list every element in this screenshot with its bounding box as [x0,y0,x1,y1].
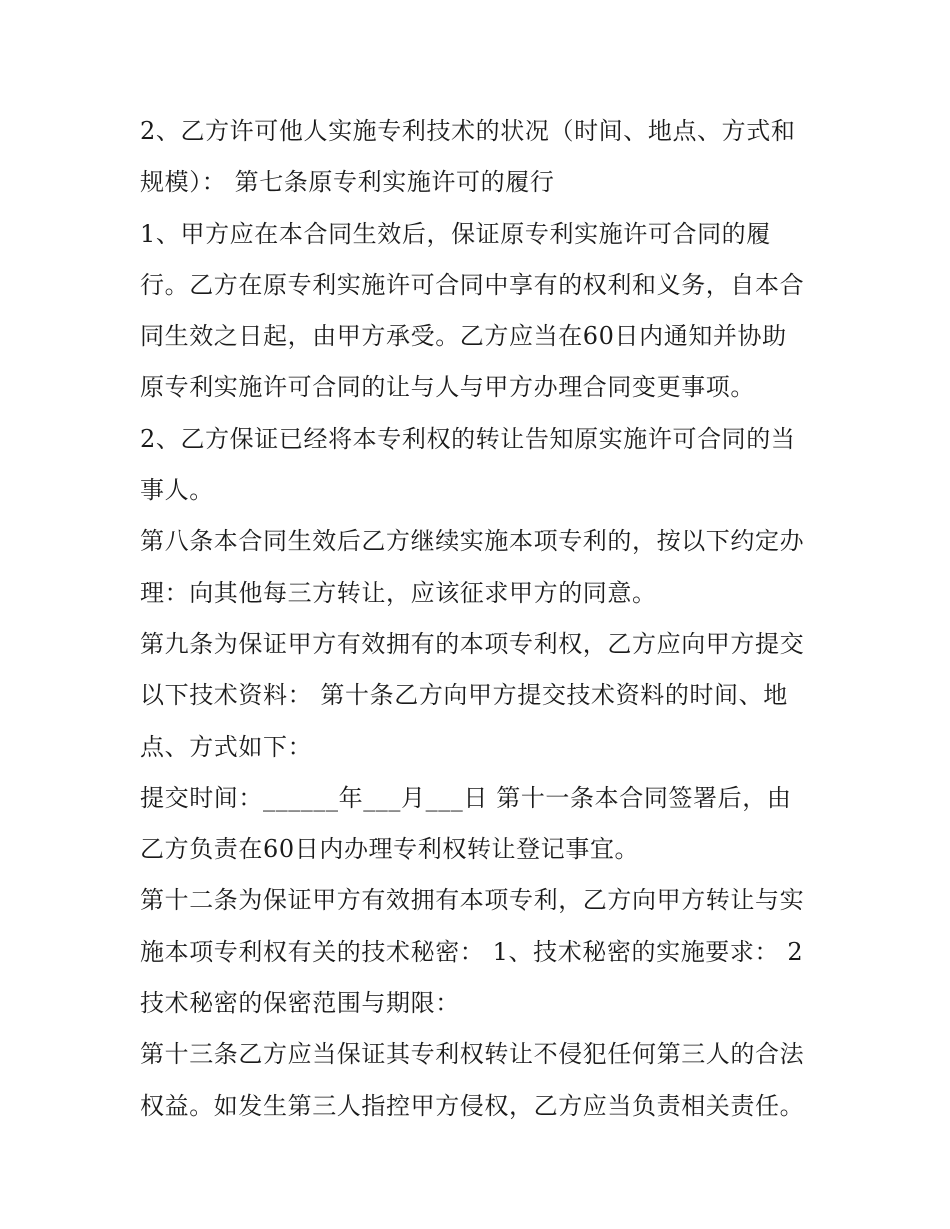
text-line: 第九条为保证甲方有效拥有的本项专利权，乙方应向甲方提交 [140,629,805,658]
text-line: 第八条本合同生效后乙方继续实施本项专利的，按以下约定办 [140,527,805,556]
text-line: 2、乙方许可他人实施专利技术的状况（时间、地点、方式和 [140,117,796,145]
text-line: 第十三条乙方应当保证其专利权转让不侵犯任何第三人的合法 [140,1040,805,1069]
text-line: 2、乙方保证已经将本专利权的转让告知原实施许可合同的当 [140,424,796,453]
text-line: 同生效之日起，由甲方承受。乙方应当在60日内通知并协助 [140,322,787,351]
text-line: 以下技术资料： 第十条乙方向甲方提交技术资料的时间、地 [140,681,788,710]
text-line: 理：向其他每三方转让，应该征求甲方的同意。 [140,578,657,607]
text-line: 事人。 [140,476,214,505]
text-line: 提交时间：______年___月___日 第十一条本合同签署后，由 [140,783,792,812]
document-body [140,106,820,1132]
text-line: 技术秘密的保密范围与期限： [140,989,460,1018]
text-line: 点、方式如下： [140,732,313,761]
text-line: 第十二条为保证甲方有效拥有本项专利，乙方向甲方转让与实 [140,886,805,915]
text-line: 权益。如发生第三人指控甲方侵权，乙方应当负责相关责任。 [140,1091,805,1120]
text-line: 原专利实施许可合同的让与人与甲方办理合同变更事项。 [140,373,755,402]
text-line: 规模）： 第七条原专利实施许可的履行 [140,168,555,197]
text-line: 1、甲方应在本合同生效后，保证原专利实施许可合同的履 [140,219,771,248]
text-line: 施本项专利权有关的技术秘密： 1、技术秘密的实施要求： 2 [140,937,804,966]
text-line: 乙方负责在60日内办理专利权转让登记事宜。 [140,835,640,864]
text-line: 行。乙方在原专利实施许可合同中享有的权利和义务，自本合 [140,270,805,299]
